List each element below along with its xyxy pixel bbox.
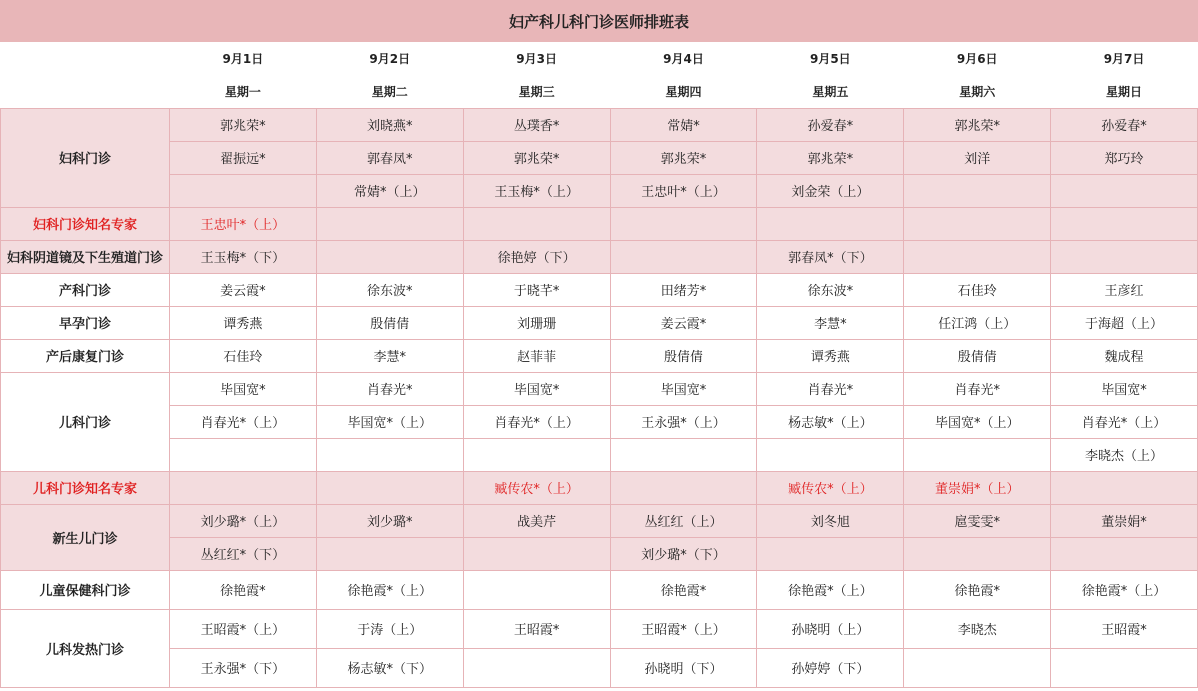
doctor-cell: 王永强*（下）: [169, 648, 316, 687]
schedule-row: [1, 537, 1198, 570]
date-header: 9月1日: [222, 52, 264, 66]
header-corner: [1, 75, 170, 108]
doctor-cell: 常婧*: [610, 108, 757, 141]
doctor-cell: 毕国宽*（上）: [904, 405, 1051, 438]
schedule-row: [1, 306, 1198, 339]
doctor-cell: [904, 438, 1051, 471]
doctor-cell: 李晓杰（上）: [1051, 438, 1198, 471]
doctor-cell: 徐艳霞*（上）: [316, 570, 463, 609]
doctor-cell: [904, 240, 1051, 273]
doctor-cell: [316, 438, 463, 471]
doctor-cell: 毕国宽*: [1051, 372, 1198, 405]
doctor-cell: 殷倩倩: [316, 306, 463, 339]
doctor-cell: 魏成程: [1051, 339, 1198, 372]
doctor-cell: 杨志敏*（上）: [757, 405, 904, 438]
doctor-cell: 刘珊珊: [463, 306, 610, 339]
schedule-row: [1, 240, 1198, 273]
department-label: 产科门诊: [1, 273, 170, 306]
date-header: 9月3日: [516, 52, 557, 66]
doctor-cell: [316, 537, 463, 570]
doctor-cell: 赵菲菲: [463, 339, 610, 372]
weekday-header: 星期三: [463, 75, 610, 108]
doctor-cell: [1051, 537, 1198, 570]
doctor-cell: [463, 537, 610, 570]
doctor-cell: 王玉梅*（下）: [169, 240, 316, 273]
doctor-cell: [463, 648, 610, 687]
doctor-cell: 殷倩倩: [610, 339, 757, 372]
doctor-cell: [1051, 240, 1198, 273]
header-corner: [1, 42, 170, 75]
doctor-cell: 臧传农*（上）: [757, 471, 904, 504]
doctor-cell: [904, 207, 1051, 240]
doctor-cell: [463, 207, 610, 240]
doctor-cell: 刘少璐*（上）: [169, 504, 316, 537]
date-header: 9月6日: [956, 52, 998, 66]
doctor-cell: 杨志敏*（下）: [316, 648, 463, 687]
doctor-cell: [904, 648, 1051, 687]
doctor-cell: 刘晓燕*: [316, 108, 463, 141]
department-label: 儿童保健科门诊: [1, 570, 170, 609]
doctor-cell: 孙晓明（上）: [757, 609, 904, 648]
weekday-header-row: [1, 75, 1198, 108]
doctor-cell: 李慧*: [316, 339, 463, 372]
doctor-cell: 丛红红（上）: [610, 504, 757, 537]
doctor-cell: [1051, 471, 1198, 504]
department-label: 产后康复门诊: [1, 339, 170, 372]
doctor-cell: [610, 438, 757, 471]
doctor-cell: 王昭霞*（上）: [610, 609, 757, 648]
doctor-cell: 王昭霞*: [1051, 609, 1198, 648]
doctor-cell: 田绪芳*: [610, 273, 757, 306]
doctor-cell: 刘少璐*: [316, 504, 463, 537]
doctor-cell: [463, 570, 610, 609]
department-label: 儿科门诊: [1, 372, 170, 471]
schedule-row: [1, 609, 1198, 648]
doctor-cell: 丛璞香*: [463, 108, 610, 141]
date-header: 9月4日: [663, 52, 704, 66]
doctor-cell: 孙婷婷（下）: [757, 648, 904, 687]
weekday-header: 星期日: [1051, 75, 1198, 108]
department-label: 妇科阴道镜及下生殖道门诊: [1, 240, 170, 273]
doctor-cell: [904, 174, 1051, 207]
doctor-cell: 刘金荣（上）: [757, 174, 904, 207]
doctor-cell: [463, 438, 610, 471]
weekday-header: 星期一: [169, 75, 316, 108]
page-title: 妇产科儿科门诊医师排班表: [0, 0, 1198, 42]
doctor-cell: 王玉梅*（上）: [463, 174, 610, 207]
weekday-header: 星期六: [904, 75, 1051, 108]
schedule-body: [1, 42, 1198, 687]
doctor-cell: 毕国宽*: [169, 372, 316, 405]
schedule-row: [1, 207, 1198, 240]
doctor-cell: 郭兆荣*: [610, 141, 757, 174]
department-label: 妇科门诊: [1, 108, 170, 207]
doctor-cell: 刘少璐*（下）: [610, 537, 757, 570]
doctor-cell: 徐东波*: [757, 273, 904, 306]
doctor-cell: [1051, 648, 1198, 687]
doctor-cell: 郑巧玲: [1051, 141, 1198, 174]
doctor-cell: 谭秀燕: [169, 306, 316, 339]
doctor-cell: 常婧*（上）: [316, 174, 463, 207]
date-header: 9月2日: [369, 52, 411, 66]
doctor-cell: 王忠叶*（上）: [169, 207, 316, 240]
doctor-cell: 郭兆荣*: [757, 141, 904, 174]
doctor-cell: 李慧*: [757, 306, 904, 339]
doctor-cell: 董崇娟*（上）: [904, 471, 1051, 504]
schedule-row: [1, 273, 1198, 306]
doctor-cell: [610, 207, 757, 240]
doctor-cell: 肖春光*（上）: [463, 405, 610, 438]
department-label: 儿科发热门诊: [1, 609, 170, 687]
doctor-cell: [757, 438, 904, 471]
schedule-row: [1, 405, 1198, 438]
doctor-cell: 任江鸿（上）: [904, 306, 1051, 339]
doctor-cell: 王昭霞*: [463, 609, 610, 648]
doctor-cell: [757, 537, 904, 570]
weekday-header: 星期四: [610, 75, 757, 108]
doctor-cell: 王永强*（上）: [610, 405, 757, 438]
doctor-cell: 肖春光*: [757, 372, 904, 405]
doctor-cell: [169, 471, 316, 504]
schedule-row: [1, 372, 1198, 405]
doctor-cell: 王彦红: [1051, 273, 1198, 306]
doctor-cell: [610, 471, 757, 504]
doctor-cell: 郭兆荣*: [904, 108, 1051, 141]
doctor-cell: 臧传农*（上）: [463, 471, 610, 504]
department-label: 早孕门诊: [1, 306, 170, 339]
doctor-cell: 毕国宽*（上）: [316, 405, 463, 438]
doctor-cell: 徐艳霞*（上）: [757, 570, 904, 609]
schedule-row: [1, 570, 1198, 609]
date-header-row: [1, 42, 1198, 75]
doctor-cell: 郭兆荣*: [169, 108, 316, 141]
doctor-cell: 刘冬旭: [757, 504, 904, 537]
doctor-cell: 徐艳婷（下）: [463, 240, 610, 273]
doctor-cell: 刘洋: [904, 141, 1051, 174]
doctor-cell: 石佳玲: [904, 273, 1051, 306]
doctor-cell: 孙爱春*: [757, 108, 904, 141]
doctor-cell: 徐东波*: [316, 273, 463, 306]
doctor-cell: [316, 240, 463, 273]
doctor-cell: 姜云霞*: [169, 273, 316, 306]
doctor-cell: 石佳玲: [169, 339, 316, 372]
doctor-cell: 徐艳霞*: [904, 570, 1051, 609]
doctor-cell: [1051, 207, 1198, 240]
schedule-row: [1, 471, 1198, 504]
doctor-cell: 郭春凤*（下）: [757, 240, 904, 273]
doctor-cell: 于涛（上）: [316, 609, 463, 648]
date-header: 9月7日: [1103, 52, 1145, 66]
doctor-cell: [1051, 174, 1198, 207]
department-label: 儿科门诊知名专家: [1, 471, 170, 504]
doctor-cell: 肖春光*（上）: [169, 405, 316, 438]
doctor-cell: 于海超（上）: [1051, 306, 1198, 339]
doctor-cell: [169, 438, 316, 471]
doctor-cell: [316, 207, 463, 240]
doctor-cell: [610, 240, 757, 273]
doctor-cell: 翟振远*: [169, 141, 316, 174]
doctor-cell: 扈雯雯*: [904, 504, 1051, 537]
doctor-cell: 肖春光*: [316, 372, 463, 405]
schedule-row: [1, 504, 1198, 537]
doctor-cell: [757, 207, 904, 240]
doctor-cell: 谭秀燕: [757, 339, 904, 372]
doctor-cell: [169, 174, 316, 207]
doctor-cell: 于晓芊*: [463, 273, 610, 306]
doctor-cell: 王昭霞*（上）: [169, 609, 316, 648]
department-label: 妇科门诊知名专家: [1, 207, 170, 240]
doctor-cell: 徐艳霞*: [610, 570, 757, 609]
doctor-cell: 肖春光*（上）: [1051, 405, 1198, 438]
schedule-row: [1, 438, 1198, 471]
doctor-cell: 徐艳霞*: [169, 570, 316, 609]
doctor-cell: 郭春凤*: [316, 141, 463, 174]
weekday-header: 星期五: [757, 75, 904, 108]
schedule-row: [1, 339, 1198, 372]
doctor-cell: 毕国宽*: [463, 372, 610, 405]
doctor-cell: 孙晓明（下）: [610, 648, 757, 687]
doctor-cell: 毕国宽*: [610, 372, 757, 405]
doctor-cell: 姜云霞*: [610, 306, 757, 339]
schedule-row: [1, 108, 1198, 141]
doctor-cell: 王忠叶*（上）: [610, 174, 757, 207]
doctor-cell: 孙爱春*: [1051, 108, 1198, 141]
schedule-row: [1, 141, 1198, 174]
doctor-cell: 丛红红*（下）: [169, 537, 316, 570]
doctor-cell: 战美芹: [463, 504, 610, 537]
doctor-cell: 董崇娟*: [1051, 504, 1198, 537]
date-header: 9月5日: [809, 52, 851, 66]
doctor-cell: [316, 471, 463, 504]
doctor-cell: 郭兆荣*: [463, 141, 610, 174]
schedule-row: [1, 174, 1198, 207]
weekday-header: 星期二: [316, 75, 463, 108]
doctor-cell: 徐艳霞*（上）: [1051, 570, 1198, 609]
schedule-table: [0, 42, 1198, 688]
doctor-cell: 李晓杰: [904, 609, 1051, 648]
schedule-row: [1, 648, 1198, 687]
doctor-cell: 肖春光*: [904, 372, 1051, 405]
department-label: 新生儿门诊: [1, 504, 170, 570]
doctor-cell: 殷倩倩: [904, 339, 1051, 372]
doctor-cell: [904, 537, 1051, 570]
